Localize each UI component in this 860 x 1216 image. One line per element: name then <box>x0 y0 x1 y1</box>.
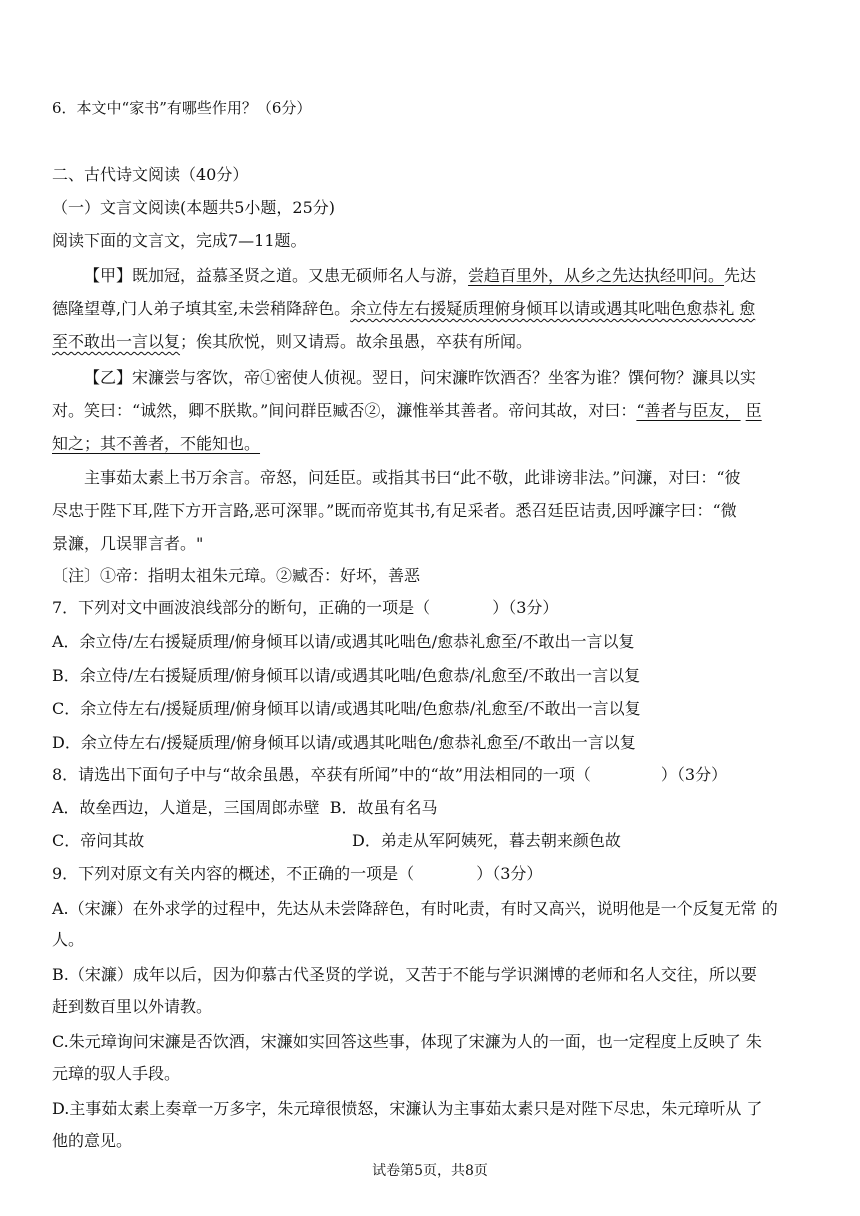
question-9-option-b-line-1: B.（宋濂）成年以后，因为仰慕古代圣贤的学说，又苦于不能与学识渊博的老师和名人交往，所以要 <box>52 965 757 984</box>
question-7-option-c: C．余立侍左右/援疑质理/俯身倾耳以请/或遇其叱咄/色愈恭/礼愈至/不敢出一言以复 <box>52 699 641 718</box>
underlined-sentence-1: 尝趋百里外，从乡之先达执经叩问。 <box>468 266 725 285</box>
question-9-option-d-line-1: D.主事茹太素上奏章一万多字，朱元璋很愤怒，宋濂认为主事茹太素只是对陛下尽忠，朱元璋听从 了 <box>52 1099 763 1118</box>
question-7-option-d: D．余立侍左右/援疑质理/俯身倾耳以请/或遇其叱咄色/愈恭礼愈至/不敢出一言以复 <box>52 733 636 752</box>
passage-jia-line-2: 德隆望尊,门人弟子填其室,未尝稍降辞色。余立侍左右援疑质理俯身倾耳以请或遇其叱咄色愈恭礼 愈 <box>52 299 756 318</box>
question-9-option-d-line-2: 他的意见。 <box>52 1131 133 1150</box>
passage-jia-line-3: 至不敢出一言以复；俟其欣悦，则又请焉。故余虽愚，卒获有所闻。 <box>52 332 533 351</box>
wavy-underlined-passage: 余立侍左右援疑质理俯身倾耳以请或遇其叱咄色愈恭礼 愈 <box>350 299 756 318</box>
annotation-note: 〔注〕①帝：指明太祖朱元璋。②臧否：好坏，善恶 <box>52 566 421 585</box>
question-7-option-a: A．余立侍/左右援疑质理/俯身倾耳以请/或遇其叱咄色/愈恭礼愈至/不敢出一言以复 <box>52 632 635 651</box>
passage-yi-para2-line-3: 景濂，几误罪言者。" <box>52 534 204 553</box>
passage-jia-line-1: 【甲】既加冠，益慕圣贤之道。又患无硕师名人与游，尝趋百里外，从乡之先达执经叩问。先达 <box>84 266 757 285</box>
question-9-option-b-line-2: 赶到数百里以外请教。 <box>52 997 213 1016</box>
underlined-sentence-2-end: 知之；其不善者，不能知也。 <box>52 434 261 453</box>
passage-yi-line-1: 【乙】宋濂尝与客饮，帝①密使人侦视。翌日，问宋濂昨饮酒否？坐客为谁？馔何物？濂具以实 <box>84 368 757 387</box>
page-footer: 试卷第5页，共8页 <box>372 1163 488 1179</box>
question-7-stem: 7．下列对文中画波浪线部分的断句，正确的一项是（ ）（3分） <box>52 598 559 617</box>
question-6: 6．本文中“家书”有哪些作用？（6分） <box>52 99 312 117</box>
reading-instruction: 阅读下面的文言文，完成7—11题。 <box>52 231 307 250</box>
question-9-option-a-line-2: 人。 <box>52 930 85 949</box>
section-title: 二、古代诗文阅读（40分） <box>52 165 249 184</box>
passage-yi-para2-line-1: 主事茹太素上书万余言。帝怒，问廷臣。或指其书曰“此不敬，此诽谤非法。”问濂，对曰：“彼 <box>84 468 741 487</box>
question-9-stem: 9．下列对原文有关内容的概述，不正确的一项是（ ）（3分） <box>52 864 543 883</box>
passage-yi-line-2: 对。笑曰：“诚然，卿不朕欺。”间问群臣臧否②，濂惟举其善者。帝问其故，对曰：“善者与臣友， 臣 <box>52 401 762 420</box>
question-9-option-a-line-1: A.（宋濂）在外求学的过程中，先达从未尝降辞色，有时叱责，有时又高兴，说明他是一个反复无常 的 <box>52 899 778 918</box>
question-9-option-c-line-2: 元璋的驭人手段。 <box>52 1064 181 1083</box>
passage-yi-para2-line-2: 尽忠于陛下耳,陛下方开言路,恶可深罪。”既而帝览其书,有足采者。悉召廷臣诘责,因呼濂字曰：“微 <box>52 501 737 520</box>
question-8-option-c: C．帝问其故 <box>52 831 145 850</box>
question-8-options-ab: A．故垒西边，人道是，三国周郎赤壁 B．故虽有名马 <box>52 798 438 817</box>
subsection-title: （一）文言文阅读(本题共5小题，25分) <box>52 198 336 217</box>
passage-yi-line-3 <box>52 432 260 456</box>
question-8-stem: 8．请选出下面句子中与“故余虽愚，卒获有所闻”中的“故”用法相同的一项（ ）（3分） <box>52 765 728 784</box>
underlined-sentence-2: “善者与臣友， <box>636 401 741 420</box>
wavy-underlined-passage-end: 至不敢出一言以复 <box>52 332 181 351</box>
question-7-option-b: B．余立侍/左右援疑质理/俯身倾耳以请/或遇其叱咄/色愈恭/礼愈至/不敢出一言以复 <box>52 666 641 685</box>
question-9-option-c-line-1: C.朱元璋询问宋濂是否饮酒，宋濂如实回答这些事，体现了宋濂为人的一面，也一定程度上反映了 朱 <box>52 1032 762 1051</box>
question-8-option-d: D．弟走从军阿姨死，暮去朝来颜色故 <box>352 831 621 850</box>
